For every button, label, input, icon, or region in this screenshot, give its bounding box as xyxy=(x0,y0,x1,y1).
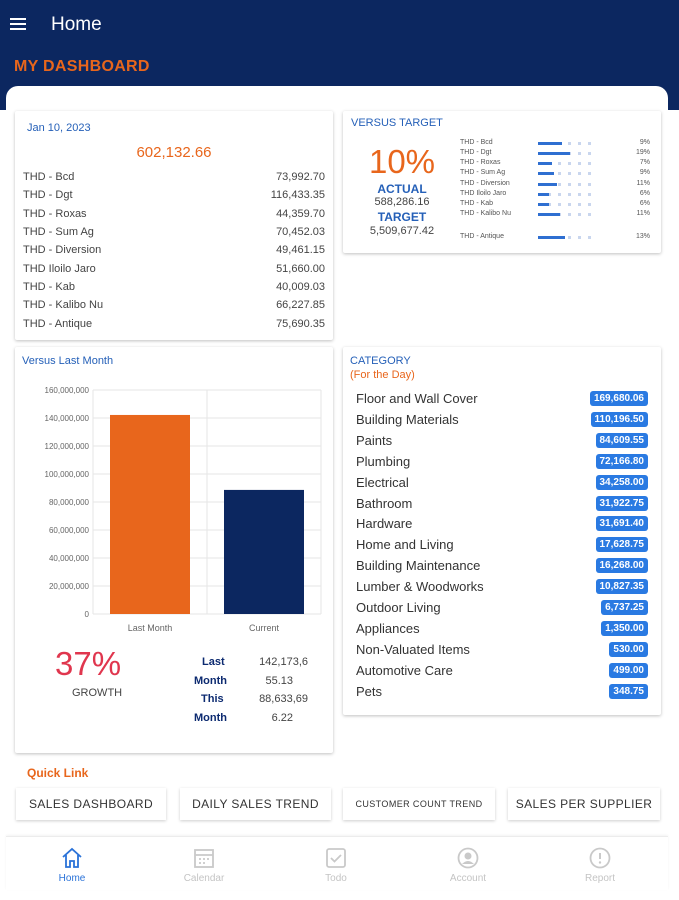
target-branch-row xyxy=(460,233,650,243)
target-branch-row xyxy=(460,210,650,220)
y-tick-label: 40,000,000 xyxy=(48,554,89,563)
target-progress-track xyxy=(538,213,592,216)
home-icon xyxy=(60,846,84,870)
growth-percent: 37% xyxy=(55,645,122,682)
actual-value: 588,286.16 xyxy=(374,196,430,208)
category-name: Floor and Wall Cover xyxy=(356,391,478,406)
category-name: Non-Valuated Items xyxy=(356,641,470,657)
category-row xyxy=(356,432,648,450)
menu-icon[interactable] xyxy=(10,16,26,32)
category-value-badge: 530.00 xyxy=(609,642,648,657)
category-row xyxy=(356,495,648,513)
category-row xyxy=(356,662,648,680)
branch-name: THD - Dgt xyxy=(23,189,73,201)
category-name: Home and Living xyxy=(356,537,454,553)
category-value-badge: 16,268.00 xyxy=(596,558,649,573)
branch-name: THD - Sum Ag xyxy=(23,226,94,238)
daily-total: 602,132.66 xyxy=(136,144,212,161)
branch-name: THD - Kalibo Nu xyxy=(23,299,104,311)
nav-calendar[interactable] xyxy=(138,837,270,891)
daily-sales-trend-button[interactable]: DAILY SALES TREND xyxy=(180,788,331,820)
x-tick-label: Last Month xyxy=(127,623,173,633)
last-month-label: Last xyxy=(202,656,225,668)
last-month-value-2: 55.13 xyxy=(265,675,293,687)
nav-label: Home xyxy=(58,873,86,884)
category-row xyxy=(356,515,648,533)
bottom-nav xyxy=(6,836,668,890)
category-value-badge: 348.75 xyxy=(609,684,648,699)
target-progress-fill xyxy=(538,162,552,165)
branch-value: 75,690.35 xyxy=(276,318,325,330)
target-branch-percent: 11% xyxy=(636,210,650,217)
y-tick-label: 0 xyxy=(84,610,89,619)
growth-label: GROWTH xyxy=(72,687,123,699)
target-progress-fill xyxy=(538,142,562,145)
branch-name: THD - Roxas xyxy=(23,208,87,220)
category-title: CATEGORY xyxy=(350,355,411,367)
category-name: Plumbing xyxy=(356,453,411,469)
branch-row xyxy=(23,189,325,207)
target-percent: 10% xyxy=(368,143,436,180)
category-name: Pets xyxy=(356,683,383,699)
category-name: Appliances xyxy=(356,620,420,636)
branch-row xyxy=(23,299,325,317)
y-tick-label: 20,000,000 xyxy=(48,582,89,591)
target-branch-row xyxy=(460,149,650,159)
category-name: Building Maintenance xyxy=(356,558,481,574)
category-name: Electrical xyxy=(356,474,409,490)
target-value: 5,509,677.42 xyxy=(369,225,435,237)
category-row xyxy=(356,641,648,659)
target-branch-row xyxy=(460,159,650,169)
this-month-value: 88,633,69 xyxy=(259,693,308,705)
branch-row xyxy=(23,208,325,226)
customer-count-trend-button[interactable]: CUSTOMER COUNT TREND xyxy=(343,788,495,820)
this-month-value-2: 6.22 xyxy=(271,712,293,724)
nav-account[interactable] xyxy=(402,837,534,891)
branch-name: THD - Diversion xyxy=(23,244,102,256)
category-value-badge: 6,737.25 xyxy=(601,600,648,615)
target-branch-name: THD - Roxas xyxy=(460,159,501,166)
branch-value: 40,009.03 xyxy=(276,281,325,293)
branch-row xyxy=(23,244,325,262)
nav-label: Calendar xyxy=(183,873,225,884)
sales-per-supplier-button[interactable]: SALES PER SUPPLIER xyxy=(508,788,660,820)
target-branch-name: THD - Bcd xyxy=(460,139,493,146)
category-value-badge: 34,258.00 xyxy=(596,475,649,490)
branch-name: THD Iloilo Jaro xyxy=(23,263,96,275)
target-branch-percent: 11% xyxy=(636,180,650,187)
category-value-badge: 72,166.80 xyxy=(596,454,649,469)
target-branch-name: THD - Dgt xyxy=(460,149,492,156)
category-row xyxy=(356,683,648,701)
versus-target-title: VERSUS TARGET xyxy=(351,117,443,129)
target-branch-name: THD - Diversion xyxy=(460,180,510,187)
branch-row xyxy=(23,318,325,336)
y-tick-label: 120,000,000 xyxy=(44,442,89,451)
actual-label: ACTUAL xyxy=(377,182,427,196)
target-progress-track xyxy=(538,193,592,196)
category-name: Bathroom xyxy=(356,495,413,511)
category-row xyxy=(356,411,648,429)
bar xyxy=(224,490,304,614)
category-row xyxy=(356,578,648,596)
branch-value: 49,461.15 xyxy=(276,244,325,256)
category-name: Building Materials xyxy=(356,411,459,427)
category-value-badge: 1,350.00 xyxy=(601,621,648,636)
branch-row xyxy=(23,171,325,189)
target-branch-percent: 9% xyxy=(639,139,650,146)
category-card xyxy=(343,347,661,715)
target-branch-name: THD - Kalibo Nu xyxy=(460,210,511,217)
target-branch-row xyxy=(460,190,650,200)
target-progress-track xyxy=(538,203,592,206)
dashboard-title: MY DASHBOARD xyxy=(14,58,150,75)
target-branch-name-wrap xyxy=(460,221,650,231)
target-progress-fill xyxy=(538,236,565,239)
nav-label: Todo xyxy=(325,873,347,884)
this-month-label-2: Month xyxy=(194,712,227,724)
branch-row xyxy=(23,263,325,281)
versus-last-month-title: Versus Last Month xyxy=(22,355,114,367)
quick-link-title: Quick Link xyxy=(27,766,89,780)
nav-label: Account xyxy=(449,873,487,884)
target-branch-row xyxy=(460,139,650,149)
sales-dashboard-button[interactable]: SALES DASHBOARD xyxy=(16,788,166,820)
category-name: Lumber & Woodworks xyxy=(356,579,484,595)
target-progress-fill xyxy=(538,183,557,186)
branch-value: 73,992.70 xyxy=(276,171,325,183)
target-branch-name: THD - Sum Ag xyxy=(460,169,506,176)
category-row xyxy=(356,390,648,408)
target-progress-track xyxy=(538,152,592,155)
category-value-badge: 169,680.06 xyxy=(590,391,648,406)
category-row xyxy=(356,474,648,492)
branch-name: THD - Kab xyxy=(23,281,75,293)
target-progress-fill xyxy=(538,203,549,206)
daily-sales-card xyxy=(15,111,333,340)
target-progress-fill xyxy=(538,152,570,155)
target-branch-name: THD - Antique xyxy=(460,233,504,240)
last-month-label-2: Month xyxy=(194,675,227,687)
account-icon xyxy=(456,846,480,870)
branch-value: 51,660.00 xyxy=(276,263,325,275)
category-row xyxy=(356,599,648,617)
category-row xyxy=(356,536,648,554)
target-branch-row xyxy=(460,169,650,179)
todo-icon xyxy=(324,846,348,870)
branch-row xyxy=(23,281,325,299)
target-progress-fill xyxy=(538,172,554,175)
category-subtitle: (For the Day) xyxy=(350,369,415,381)
branch-row xyxy=(23,226,325,244)
target-branch-row xyxy=(460,180,650,190)
category-value-badge: 84,609.55 xyxy=(596,433,649,448)
target-branch-percent: 9% xyxy=(639,169,650,176)
category-value-badge: 17,628.75 xyxy=(596,537,649,552)
nav-label: Report xyxy=(584,873,615,884)
target-branch-percent: 6% xyxy=(639,190,650,197)
target-branch-name: THD - Kab xyxy=(460,200,494,207)
target-branch-percent: 13% xyxy=(635,233,650,240)
branch-value: 66,227.85 xyxy=(276,299,325,311)
target-progress-fill xyxy=(538,213,560,216)
branch-name: THD - Bcd xyxy=(23,171,75,183)
sales-date: Jan 10, 2023 xyxy=(27,122,91,134)
calendar-icon xyxy=(192,846,216,870)
report-icon xyxy=(588,846,612,870)
branch-value: 116,433.35 xyxy=(270,189,325,201)
branch-value: 70,452.03 xyxy=(276,226,325,238)
category-name: Paints xyxy=(356,432,393,448)
y-tick-label: 160,000,000 xyxy=(44,386,89,395)
versus-last-month-card xyxy=(15,347,333,753)
target-branch-percent: 6% xyxy=(639,200,650,207)
category-row xyxy=(356,557,648,575)
category-row xyxy=(356,620,648,638)
target-branch-percent: 19% xyxy=(635,149,650,156)
last-month-value: 142,173,6 xyxy=(259,656,308,668)
target-branch-row xyxy=(460,200,650,210)
category-value-badge: 10,827.35 xyxy=(596,579,649,594)
nav-report[interactable] xyxy=(534,837,666,891)
y-tick-label: 100,000,000 xyxy=(44,470,89,479)
target-progress-fill xyxy=(538,193,549,196)
versus-target-card xyxy=(343,111,661,253)
target-branch-name: THD Iloilo Jaro xyxy=(460,190,507,197)
category-name: Outdoor Living xyxy=(356,600,441,615)
category-value-badge: 31,922.75 xyxy=(596,496,649,511)
category-name: Hardware xyxy=(356,516,413,532)
x-tick-label: Current xyxy=(248,623,280,633)
y-tick-label: 140,000,000 xyxy=(44,414,89,423)
page-title: Home xyxy=(51,14,102,35)
versus-last-month-chart xyxy=(15,347,333,647)
target-progress-track xyxy=(538,162,592,165)
category-row xyxy=(356,453,648,471)
nav-todo[interactable] xyxy=(270,837,402,891)
target-progress-track xyxy=(538,172,592,175)
y-tick-label: 60,000,000 xyxy=(48,526,89,535)
bar xyxy=(110,415,190,614)
branch-value: 44,359.70 xyxy=(276,208,325,220)
target-progress-track xyxy=(538,183,592,186)
category-name: Automotive Care xyxy=(356,662,453,678)
target-branch-percent: 7% xyxy=(639,159,650,166)
nav-home[interactable] xyxy=(6,837,138,891)
category-value-badge: 110,196.50 xyxy=(591,412,649,427)
y-tick-label: 80,000,000 xyxy=(48,498,89,507)
target-progress-track xyxy=(538,142,592,145)
this-month-label: This xyxy=(201,693,224,705)
category-value-badge: 31,691.40 xyxy=(596,516,649,531)
category-value-badge: 499.00 xyxy=(609,663,648,678)
branch-name: THD - Antique xyxy=(23,318,93,330)
target-progress-track xyxy=(538,236,592,239)
target-label: TARGET xyxy=(377,210,427,224)
